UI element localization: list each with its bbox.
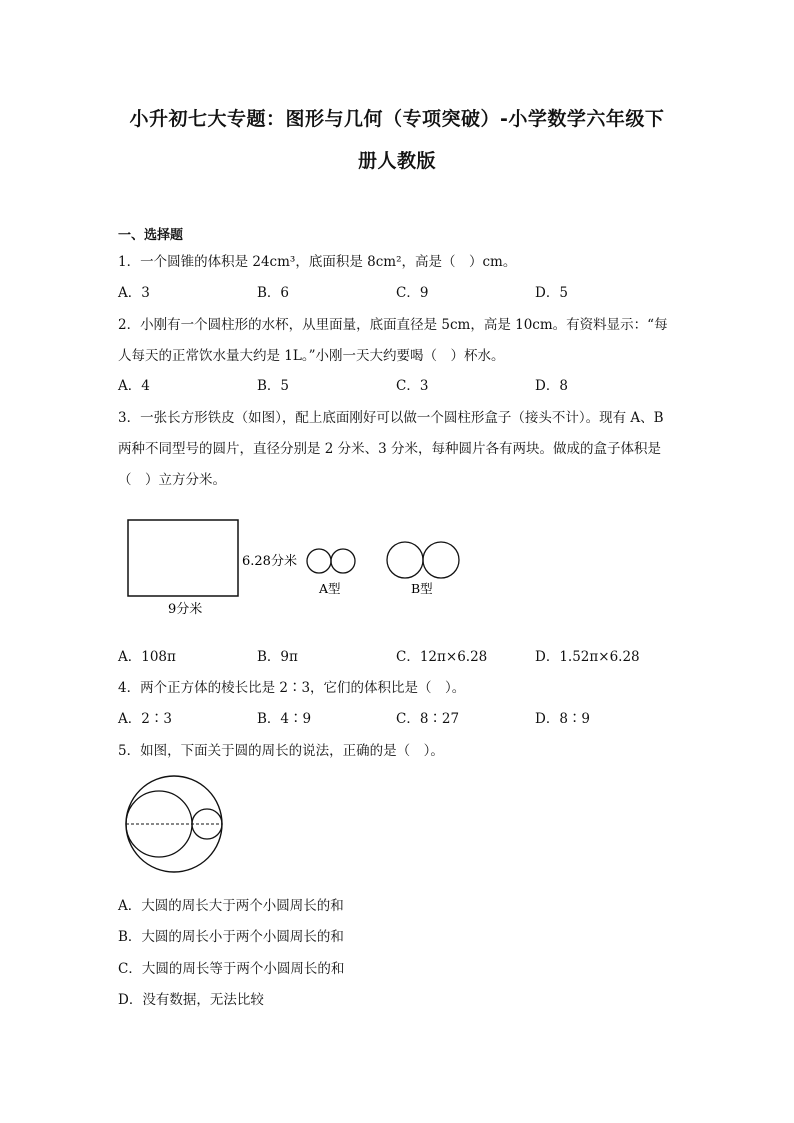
page-title-line-1: 小升初七大专题：图形与几何（专项突破）-小学数学六年级下 <box>129 108 665 130</box>
question-4-option-a[interactable]: A．2∶3 <box>118 711 172 727</box>
question-2-option-c[interactable]: C．3 <box>396 378 429 394</box>
question-5-figure <box>118 772 238 882</box>
question-3-option-c[interactable]: C．12π×6.28 <box>396 649 488 665</box>
question-4-text: 4．两个正方体的棱长比是 2∶3，它们的体积比是（ ）。 <box>118 680 466 696</box>
question-2-option-d[interactable]: D．8 <box>535 378 568 394</box>
type-b-disc-right <box>423 542 459 578</box>
question-1-option-a[interactable]: A．3 <box>118 285 150 301</box>
question-4-option-c[interactable]: C．8∶27 <box>396 711 460 727</box>
question-3-text-line-2: 两种不同型号的圆片，直径分别是 2 分米、3 分米，每种圆片各有两块。做成的盒子体积是 <box>118 441 662 457</box>
type-a-disc-left <box>307 549 331 573</box>
question-2-option-a[interactable]: A．4 <box>118 378 150 394</box>
question-4-option-b[interactable]: B．4∶9 <box>257 711 312 727</box>
question-1-text: 1．一个圆锥的体积是 24cm³，底面积是 8cm²，高是（ ）cm。 <box>118 254 517 270</box>
width-label: 9分米 <box>168 602 203 617</box>
page-title-line-2: 册人教版 <box>357 150 436 172</box>
question-3-text-line-3: （ ）立方分米。 <box>118 472 226 488</box>
question-5-option-b[interactable]: B．大圆的周长小于两个小圆周长的和 <box>118 929 344 945</box>
question-5-option-c[interactable]: C．大圆的周长等于两个小圆周长的和 <box>118 961 345 977</box>
question-5-text: 5．如图，下面关于圆的周长的说法，正确的是（ ）。 <box>118 743 444 759</box>
question-5-option-d[interactable]: D．没有数据，无法比较 <box>118 992 264 1008</box>
type-a-label: A型 <box>319 581 341 596</box>
question-2-text-line-2: 人每天的正常饮水量大约是 1L。”小刚一天大约要喝（ ）杯水。 <box>118 348 505 364</box>
question-2-option-b[interactable]: B．5 <box>257 378 290 394</box>
question-1-option-d[interactable]: D．5 <box>535 285 568 301</box>
question-3-figure <box>118 512 478 622</box>
type-a-disc-right <box>331 549 355 573</box>
type-b-label: B型 <box>411 581 433 596</box>
question-5-option-a[interactable]: A．大圆的周长大于两个小圆周长的和 <box>118 898 344 914</box>
question-1-option-c[interactable]: C．9 <box>396 285 429 301</box>
height-label: 6.28分米 <box>242 554 297 569</box>
iron-sheet-rectangle <box>128 520 238 596</box>
type-b-disc-left <box>387 542 423 578</box>
question-2-text-line-1: 2．小刚有一个圆柱形的水杯，从里面量，底面直径是 5cm，高是 10cm。有资料显示：“每 <box>118 317 668 333</box>
section-heading: 一、选择题 <box>118 228 184 243</box>
question-1-option-b[interactable]: B．6 <box>257 285 290 301</box>
question-4-option-d[interactable]: D．8∶9 <box>535 711 591 727</box>
question-3-option-a[interactable]: A．108π <box>118 649 176 665</box>
question-3-option-d[interactable]: D．1.52π×6.28 <box>535 649 640 665</box>
question-3-text-line-1: 3．一张长方形铁皮（如图），配上底面刚好可以做一个圆柱形盒子（接头不计）。现有 A、B <box>118 410 664 426</box>
question-3-option-b[interactable]: B．9π <box>257 649 298 665</box>
